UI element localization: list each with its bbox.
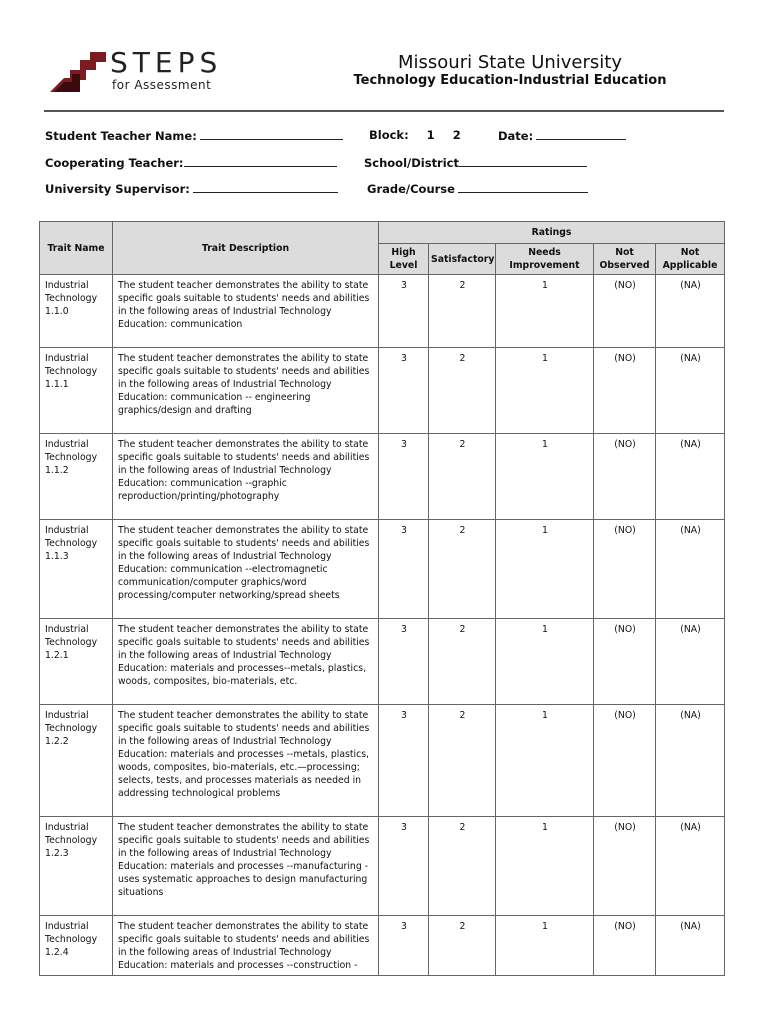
trait-description-header: Trait Description <box>113 222 379 275</box>
trait-description: The student teacher demonstrates the ability to state specific goals suitable to students' needs and abilities in the following areas of Industrial Technology Education: communication --graphic reproduction/printing/photography <box>113 434 379 520</box>
rating-not-applicable[interactable]: (NA) <box>656 619 725 705</box>
student-teacher-field[interactable] <box>45 128 343 143</box>
trait-description: The student teacher demonstrates the ability to state specific goals suitable to students' needs and abilities in the following areas of Industrial Technology Education: communication --electromagnetic communication/computer graphics/word processing/computer networking/spread sheets <box>113 520 379 619</box>
rating-satisfactory[interactable]: 2 <box>429 520 496 619</box>
rating-not-observed[interactable]: (NO) <box>594 275 656 348</box>
table-row <box>40 520 725 619</box>
cooperating-teacher-field[interactable] <box>45 155 337 170</box>
rating-not-observed[interactable]: (NO) <box>594 348 656 434</box>
rating-satisfactory[interactable]: 2 <box>429 916 496 976</box>
rating-high[interactable]: 3 <box>379 275 429 348</box>
student-teacher-label: Student Teacher Name: <box>45 129 197 143</box>
trait-description: The student teacher demonstrates the ability to state specific goals suitable to students' needs and abilities in the following areas of Industrial Technology Education: materials and processes --manufacturing - uses systematic approaches to design manufacturing situations <box>113 817 379 916</box>
logo-tagline: for Assessment <box>112 78 212 92</box>
rating-satisfactory[interactable]: 2 <box>429 434 496 520</box>
table-row <box>40 434 725 520</box>
rating-satisfactory[interactable]: 2 <box>429 275 496 348</box>
trait-description: The student teacher demonstrates the ability to state specific goals suitable to students' needs and abilities in the following areas of Industrial Technology Education: communication -- engineering graphics/design and drafting <box>113 348 379 434</box>
block-option-1[interactable]: 1 <box>426 128 435 142</box>
rating-satisfactory[interactable]: 2 <box>429 817 496 916</box>
program-title: Technology Education-Industrial Education <box>353 73 667 88</box>
block-option-2[interactable]: 2 <box>452 128 461 142</box>
date-field[interactable] <box>498 128 626 143</box>
trait-name: Industrial Technology 1.1.2 <box>40 434 113 520</box>
rating-not-applicable[interactable]: (NA) <box>656 348 725 434</box>
rating-satisfactory[interactable]: 2 <box>429 348 496 434</box>
university-supervisor-label: University Supervisor: <box>45 182 190 196</box>
table-row <box>40 348 725 434</box>
grade-course-field[interactable] <box>367 181 588 196</box>
rating-not-observed[interactable]: (NO) <box>594 817 656 916</box>
rating-header-needs-improvement: Needs Improvement <box>496 244 594 275</box>
table-row <box>40 705 725 817</box>
trait-name: Industrial Technology 1.2.1 <box>40 619 113 705</box>
trait-description: The student teacher demonstrates the ability to state specific goals suitable to students' needs and abilities in the following areas of Industrial Technology Education: communication <box>113 275 379 348</box>
university-supervisor-field[interactable] <box>45 181 338 196</box>
rating-needs-improvement[interactable]: 1 <box>496 619 594 705</box>
rating-needs-improvement[interactable]: 1 <box>496 434 594 520</box>
rating-not-applicable[interactable]: (NA) <box>656 434 725 520</box>
rating-not-observed[interactable]: (NO) <box>594 916 656 976</box>
student-teacher-blank[interactable] <box>200 128 343 140</box>
rating-high[interactable]: 3 <box>379 817 429 916</box>
logo-brand: STEPS <box>110 46 223 79</box>
school-district-blank[interactable] <box>459 155 587 167</box>
rating-not-observed[interactable]: (NO) <box>594 705 656 817</box>
rating-needs-improvement[interactable]: 1 <box>496 275 594 348</box>
trait-description: The student teacher demonstrates the ability to state specific goals suitable to students' needs and abilities in the following areas of Industrial Technology Education: materials and processes --construction - <box>113 916 379 976</box>
trait-description: The student teacher demonstrates the ability to state specific goals suitable to students' needs and abilities in the following areas of Industrial Technology Education: materials and processes --metals, plastics, woods, composites, bio-materials, etc.—processing; selects, tests, and processes materials as needed in addressing technological problems <box>113 705 379 817</box>
trait-name: Industrial Technology 1.2.2 <box>40 705 113 817</box>
rating-high[interactable]: 3 <box>379 619 429 705</box>
date-blank[interactable] <box>536 128 626 140</box>
rating-header-not-applicable: Not Applicable <box>656 244 725 275</box>
rating-not-applicable[interactable]: (NA) <box>656 916 725 976</box>
rating-not-applicable[interactable]: (NA) <box>656 705 725 817</box>
rating-high[interactable]: 3 <box>379 434 429 520</box>
cooperating-teacher-label: Cooperating Teacher: <box>45 156 184 170</box>
rating-satisfactory[interactable]: 2 <box>429 705 496 817</box>
grade-course-blank[interactable] <box>458 181 588 193</box>
rating-not-observed[interactable]: (NO) <box>594 619 656 705</box>
trait-name: Industrial Technology 1.1.1 <box>40 348 113 434</box>
block-label: Block: <box>369 128 409 142</box>
trait-name: Industrial Technology 1.1.0 <box>40 275 113 348</box>
school-district-field[interactable] <box>364 155 587 170</box>
cooperating-teacher-blank[interactable] <box>184 155 337 167</box>
table-row <box>40 275 725 348</box>
rating-high[interactable]: 3 <box>379 916 429 976</box>
rating-not-observed[interactable]: (NO) <box>594 434 656 520</box>
trait-name-header: Trait Name <box>40 222 113 275</box>
rating-not-applicable[interactable]: (NA) <box>656 520 725 619</box>
rating-high[interactable]: 3 <box>379 705 429 817</box>
grade-course-label: Grade/Course <box>367 182 455 196</box>
university-supervisor-blank[interactable] <box>193 181 338 193</box>
steps-logo-icon <box>50 48 110 94</box>
rating-needs-improvement[interactable]: 1 <box>496 916 594 976</box>
rating-not-applicable[interactable]: (NA) <box>656 275 725 348</box>
rating-header-not-observed: Not Observed <box>594 244 656 275</box>
trait-name: Industrial Technology 1.1.3 <box>40 520 113 619</box>
rating-high[interactable]: 3 <box>379 348 429 434</box>
rating-needs-improvement[interactable]: 1 <box>496 520 594 619</box>
table-row <box>40 916 725 976</box>
header-divider <box>44 110 724 112</box>
ratings-header: Ratings <box>379 222 725 244</box>
university-name: Missouri State University <box>398 52 622 73</box>
rubric-table <box>39 221 725 976</box>
date-label: Date: <box>498 129 534 143</box>
steps-logo <box>50 46 223 94</box>
trait-name: Industrial Technology 1.2.3 <box>40 817 113 916</box>
rating-needs-improvement[interactable]: 1 <box>496 348 594 434</box>
rating-not-applicable[interactable]: (NA) <box>656 817 725 916</box>
rating-satisfactory[interactable]: 2 <box>429 619 496 705</box>
school-district-label: School/District <box>364 156 459 170</box>
trait-description: The student teacher demonstrates the ability to state specific goals suitable to students' needs and abilities in the following areas of Industrial Technology Education: materials and processes--metals, plastics, woods, composites, bio-materials, etc. <box>113 619 379 705</box>
table-row <box>40 817 725 916</box>
rating-header-satisfactory: Satisfactory <box>429 244 496 275</box>
rating-needs-improvement[interactable]: 1 <box>496 705 594 817</box>
rating-header-high: High Level <box>379 244 429 275</box>
rating-high[interactable]: 3 <box>379 520 429 619</box>
trait-name: Industrial Technology 1.2.4 <box>40 916 113 976</box>
table-row <box>40 619 725 705</box>
rating-not-observed[interactable]: (NO) <box>594 520 656 619</box>
block-field[interactable] <box>369 128 461 142</box>
rating-needs-improvement[interactable]: 1 <box>496 817 594 916</box>
